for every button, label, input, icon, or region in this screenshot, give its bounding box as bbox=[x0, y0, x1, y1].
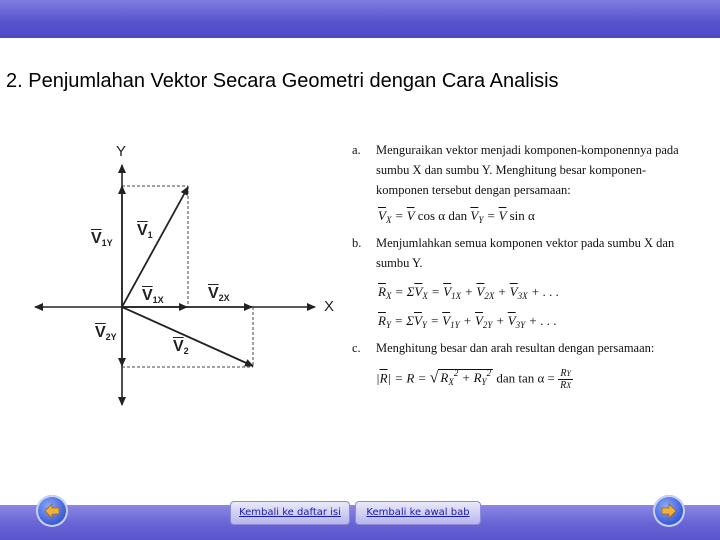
next-button[interactable] bbox=[653, 495, 685, 527]
step-b-line-1: Menjumlahkan semua komponen vektor pada sumbu X dan bbox=[376, 236, 675, 250]
x-axis-label: X bbox=[324, 298, 335, 315]
previous-button[interactable] bbox=[36, 495, 68, 527]
step-a-line-3: komponen tersebut dengan persamaan: bbox=[376, 183, 571, 197]
top-banner bbox=[0, 0, 720, 38]
equation-rx: $\overline{R}_X = \Sigma\overline{V}_X = \overline{V}_{1X} + \overline{V}_{2X} + \overline{V}_{3X}$ + . . . bbox=[378, 284, 560, 301]
v2y-label: $\overline{V}_{2Y}$ bbox=[95, 324, 117, 342]
step-a-label: a. bbox=[352, 143, 361, 157]
v1x-label: $\overline{V}_{1X}$ bbox=[142, 287, 164, 305]
v1-label: $\overline{V}_1$ bbox=[137, 222, 153, 240]
step-b-label: b. bbox=[352, 236, 362, 250]
back-to-chapter-start-link[interactable]: Kembali ke awal bab bbox=[355, 501, 481, 525]
v1y-label: $\overline{V}_{1Y}$ bbox=[91, 230, 113, 248]
right-arrow-icon bbox=[659, 501, 679, 521]
back-to-contents-link[interactable]: Kembali ke daftar isi bbox=[230, 501, 350, 525]
step-c-line-1: Menghitung besar dan arah resultan dengan persamaan: bbox=[376, 341, 655, 355]
vector-diagram bbox=[25, 135, 355, 415]
slide-title: 2. Penjumlahan Vektor Secara Geometri dengan Cara Analisis bbox=[6, 70, 559, 92]
equation-ry: $\overline{R}_Y = \Sigma\overline{V}_Y = \overline{V}_{1Y} + \overline{V}_{2Y} + \overline{V}_{3Y}$ + . . . bbox=[378, 313, 557, 330]
v2x-label: $\overline{V}_{2X}$ bbox=[208, 285, 230, 303]
step-c-label: c. bbox=[352, 341, 361, 355]
step-a-line-1: Menguraikan vektor menjadi komponen-komponennya pada bbox=[376, 143, 679, 157]
equation-resultant: $|\overline{R}| = R$ = √ $R_X^2 + R_Y^2$ dan tan α = $\frac{RY}{RX}$ bbox=[376, 368, 572, 391]
step-a-line-2: sumbu X dan sumbu Y. Menghitung besar komponen- bbox=[376, 163, 647, 177]
step-b-line-2: sumbu Y. bbox=[376, 256, 423, 270]
left-arrow-icon bbox=[42, 501, 62, 521]
v2-label: $\overline{V}_2$ bbox=[173, 338, 189, 356]
equation-vx-vy: $\overline{V}_X = \overline{V}$ cos α dan $\overline{V}_Y = \overline{V}$ sin α bbox=[378, 208, 535, 225]
v2-vector-arrow bbox=[122, 307, 253, 366]
y-axis-label: Y bbox=[116, 143, 127, 160]
